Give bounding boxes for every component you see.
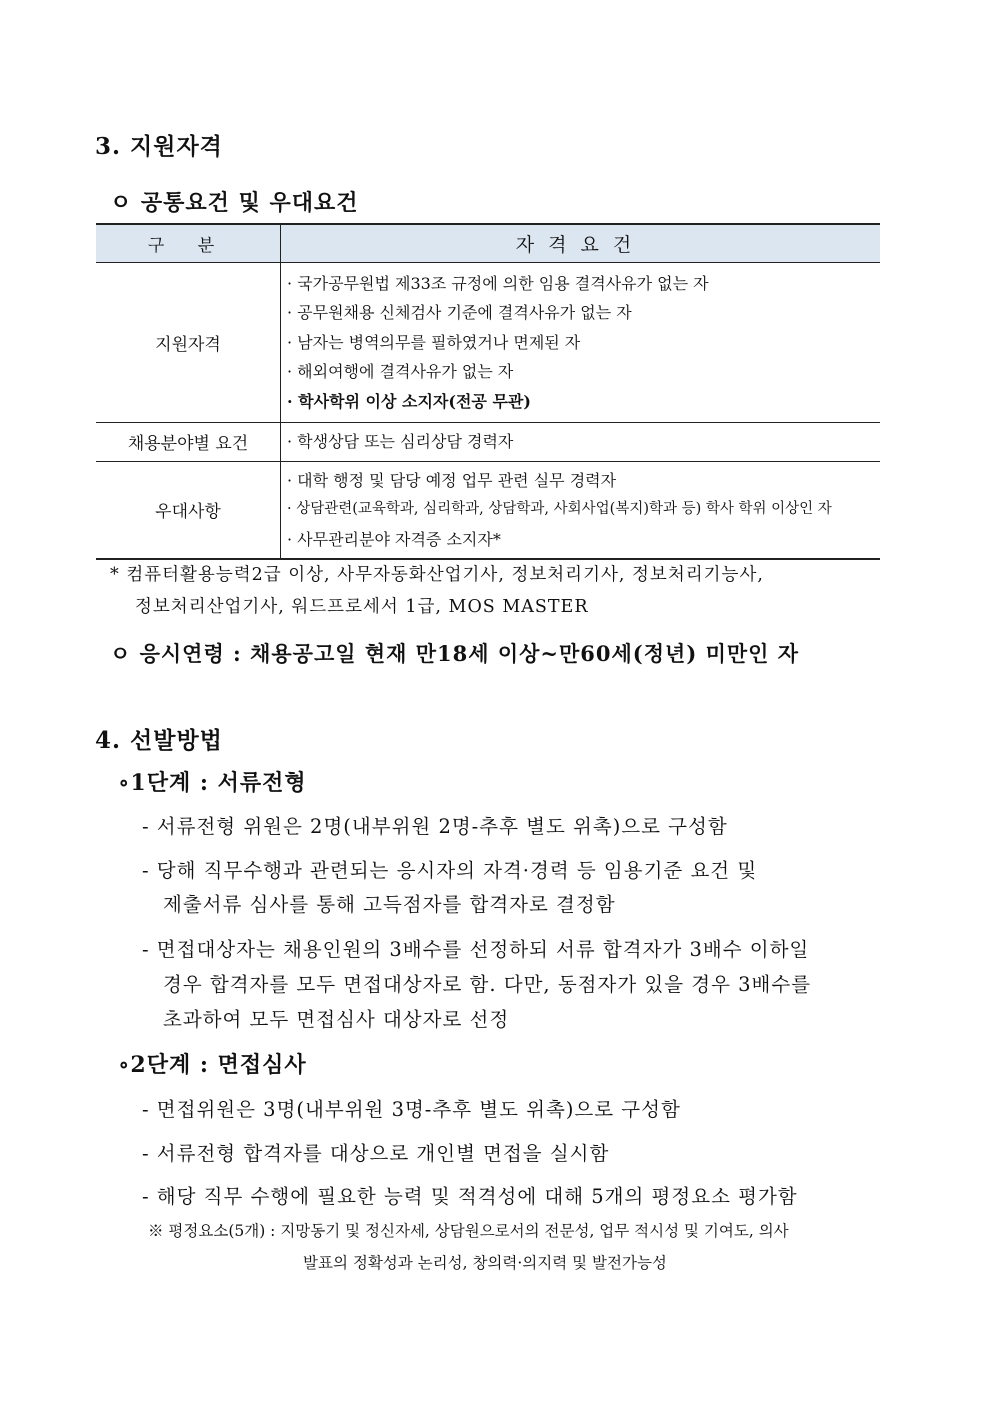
header-category: 구 분 — [96, 224, 281, 263]
table-row — [96, 263, 880, 423]
requirement-item: · 학사학위 이상 소지자(전공 무관) — [287, 391, 531, 411]
row-category: 우대사항 — [96, 461, 281, 559]
age-requirement: ㅇ 응시연령 : 채용공고일 현재 만18세 이상~만60세(정년) 미만인 자 — [110, 641, 800, 666]
requirement-item: · 대학 행정 및 담당 예정 업무 관련 실무 경력자 — [287, 470, 617, 490]
requirement-item: · 국가공무원법 제33조 규정에 의한 임용 결격사유가 없는 자 — [287, 273, 709, 293]
stage1-item: - 당해 직무수행과 관련되는 응시자의 자격·경력 등 임용기준 요건 및 — [142, 859, 758, 882]
stage2-item: - 면접위원은 3명(내부위원 3명-추후 별도 위촉)으로 구성함 — [142, 1098, 681, 1121]
table-header-row — [96, 224, 880, 263]
footnote-line: * 컴퓨터활용능력2급 이상, 사무자동화산업기사, 정보처리기사, 정보처리기능사, — [110, 565, 764, 585]
evaluation-note-cont: 발표의 정확성과 논리성, 창의력·의지력 및 발전가능성 — [303, 1254, 667, 1272]
stage2-item: - 해당 직무 수행에 필요한 능력 및 적격성에 대해 5개의 평정요소 평가함 — [142, 1185, 798, 1208]
stage1-title: ∘1단계 : 서류전형 — [118, 770, 307, 796]
stage1-item-cont: 초과하여 모두 면접심사 대상자로 선정 — [163, 1008, 510, 1031]
requirement-item: · 상담관련(교육학과, 심리학과, 상담학과, 사회사업(복지)학과 등) 학사 학위 이상인 자 — [287, 501, 832, 517]
table-row — [96, 461, 880, 559]
row-requirements — [281, 263, 881, 423]
stage2-item: - 서류전형 합격자를 대상으로 개인별 면접을 실시함 — [142, 1142, 610, 1165]
section3-title: 3. 지원자격 — [95, 133, 223, 160]
row-category: 지원자격 — [96, 263, 281, 423]
requirements-table — [96, 223, 880, 560]
requirement-item: · 공무원채용 신체검사 기준에 결격사유가 없는 자 — [287, 303, 632, 323]
requirement-item: · 해외여행에 결격사유가 없는 자 — [287, 362, 514, 382]
requirement-item: · 사무관리분야 자격증 소지자* — [287, 529, 501, 549]
row-requirements — [281, 461, 881, 559]
section4-title: 4. 선발방법 — [95, 727, 223, 754]
header-requirements: 자격요건 — [281, 224, 881, 263]
stage1-item: - 면접대상자는 채용인원의 3배수를 선정하되 서류 합격자가 3배수 이하일 — [142, 938, 810, 961]
stage1-item: - 서류전형 위원은 2명(내부위원 2명-추후 별도 위촉)으로 구성함 — [142, 815, 728, 838]
table-row — [96, 423, 880, 462]
row-category: 채용분야별 요건 — [96, 423, 281, 462]
requirement-item: · 남자는 병역의무를 필하였거나 면제된 자 — [287, 332, 581, 352]
requirement-item: · 학생상담 또는 심리상담 경력자 — [287, 432, 514, 451]
footnote-line: 정보처리산업기사, 워드프로세서 1급, MOS MASTER — [135, 597, 589, 617]
evaluation-note: ※ 평정요소(5개) : 지망동기 및 정신자세, 상담원으로서의 전문성, 업무 적시성 및 기여도, 의사 — [148, 1222, 789, 1240]
stage2-title: ∘2단계 : 면접심사 — [118, 1052, 307, 1078]
row-requirements — [281, 423, 881, 462]
stage1-item-cont: 제출서류 심사를 통해 고득점자를 합격자로 결정함 — [163, 893, 616, 916]
section3-subtitle: ㅇ 공통요건 및 우대요건 — [110, 190, 359, 216]
stage1-item-cont: 경우 합격자를 모두 면접대상자로 함. 다만, 동점자가 있을 경우 3배수를 — [163, 973, 812, 996]
